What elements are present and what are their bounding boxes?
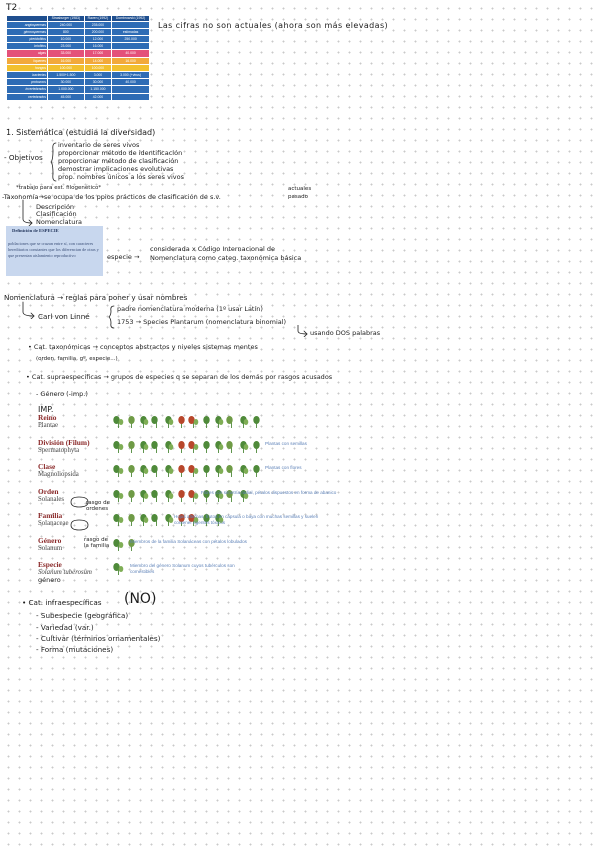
plant-icon: [188, 489, 199, 502]
table-cell: 250.000: [112, 36, 150, 43]
rank-example: Plantae: [38, 422, 59, 429]
plant-icon: [201, 415, 212, 428]
plant-icon: [201, 464, 212, 477]
plant-icon: [251, 440, 262, 453]
taxonomy-rank: [38, 537, 62, 553]
taxonomia-sub-item: Clasificación: [36, 210, 77, 218]
plant-icon: [213, 440, 224, 453]
plant-icon: [188, 415, 199, 428]
plant-icon: [213, 464, 224, 477]
pasado-note: pasado: [288, 194, 308, 200]
taxonomy-rank: [38, 439, 90, 455]
rank-description: Plantas con semillas: [265, 441, 307, 446]
table-cell: 23.000: [48, 43, 85, 50]
plant-icon: [126, 440, 137, 453]
nota-genero: rasgo de la familia: [84, 537, 110, 549]
plant-icon: [238, 415, 249, 428]
taxonomy-rank: [38, 463, 79, 479]
especie-label: especie →: [107, 253, 140, 261]
objetivos-label: - Objetivos: [4, 153, 43, 162]
objetivo-item: inventario de seres vivos: [58, 141, 140, 149]
table-cell: 3.000: [84, 72, 111, 79]
table-cell: 100.000: [48, 64, 85, 71]
plant-thumbnails: [113, 415, 262, 428]
imp-note: IMP.: [38, 405, 54, 414]
taxonomy-rank: [38, 488, 64, 504]
plant-icon: [138, 464, 149, 477]
table-cell: 14.000: [84, 57, 111, 64]
plant-icon: [163, 440, 174, 453]
plant-icon: [138, 489, 149, 502]
plant-icon: [238, 440, 249, 453]
table-row-label: líquenes: [7, 57, 48, 64]
table-row-label: algas: [7, 50, 48, 57]
objetivo-item: proporcionar método de clasificación: [58, 157, 179, 165]
table-cell: 33.000: [48, 50, 85, 57]
objetivo-item: demostrar implicaciones evolutivas: [58, 165, 174, 173]
objetivos-brace: [50, 142, 58, 182]
plant-icon: [138, 415, 149, 428]
table-cell: 100.000: [84, 64, 111, 71]
plant-icon: [126, 513, 137, 526]
plant-icon: [176, 464, 187, 477]
plant-icon: [163, 513, 174, 526]
table-row: [7, 50, 150, 57]
plant-icon: [226, 415, 237, 428]
table-cell: 40.000: [112, 50, 150, 57]
linne-fact: 1753 → Species Plantarum (nomenclatura binomial): [117, 318, 287, 326]
table-cell: 45.000: [48, 93, 85, 100]
table-cell: 12.000: [84, 36, 111, 43]
plant-icon: [188, 440, 199, 453]
plant-icon: [113, 538, 124, 551]
table-row-label: protozoos: [7, 79, 48, 86]
table-cell: [112, 86, 150, 93]
table-cell: 17.000: [84, 50, 111, 57]
rank-example: Magnoliopsida: [38, 471, 79, 478]
especie-desc: considerada x Código Internacional de: [150, 245, 276, 253]
table-cell: 16.000: [112, 57, 150, 64]
page-tag: T2: [6, 3, 18, 13]
table-cell: 1.000.000: [48, 86, 85, 93]
plant-icon: [113, 513, 124, 526]
table-row: [7, 21, 150, 28]
table-row: [7, 86, 150, 93]
table-row: [7, 36, 150, 43]
table-cell: 200.000: [84, 28, 111, 35]
objetivo-item: prop. nombres únicos a los seres vivos: [58, 173, 184, 181]
rank-example: Solanaceae: [38, 520, 69, 527]
plant-icon: [163, 415, 174, 428]
plant-icon: [126, 464, 137, 477]
plant-icon: [138, 513, 149, 526]
plant-icon: [213, 415, 224, 428]
cat-supraespecificas: • Cat. supraespecíficas → grupos de especies q se separan de los demás por rasgos acusados: [26, 373, 333, 381]
rank-example: Solanales: [38, 496, 65, 503]
table-row-label: angiospermas: [7, 21, 48, 28]
genero-note: - Género (-imp.): [36, 390, 88, 398]
table-header-cell: Raven (1992): [84, 16, 111, 22]
infra-item: - Subespecie (geográfica): [36, 611, 129, 620]
taxonomy-rank: [38, 414, 58, 430]
linne-fact: usando DOS palabras: [310, 329, 381, 337]
taxonomia-line: -Taxonomía→se ocupa de los ppios prácticos de clasificación de s.v.: [2, 193, 221, 201]
dos-palabras-arrow: [296, 325, 310, 337]
table-cell: 30.000: [48, 79, 85, 86]
heading-sistematica: 1. Sistemática (estudia la diversidad): [6, 128, 156, 137]
table-cell: [112, 93, 150, 100]
plant-icon: [151, 415, 162, 428]
plant-icon: [163, 489, 174, 502]
table-row: [7, 57, 150, 64]
species-count-table: [6, 15, 150, 101]
rank-description: Miembro del género Solanum cuyos tubérculos son comestibles: [130, 563, 235, 574]
plant-icon: [126, 415, 137, 428]
rank-example: Spermatophyta: [38, 447, 80, 454]
table-cell: 235.000: [84, 21, 111, 28]
plant-icon: [113, 562, 124, 575]
table-cell: 3.000 (+virus): [112, 72, 150, 79]
table-row: [7, 64, 150, 71]
linne-fact: padre nomenclatura moderna (1º usar Latín): [117, 305, 263, 313]
table-cell: 30.000: [84, 79, 111, 86]
plant-icon: [176, 415, 187, 428]
rank-name: Clase: [38, 462, 56, 471]
linne-arrow: [20, 301, 38, 319]
cifras-note: Las cifras no son actuales (ahora son más elevadas): [158, 21, 389, 30]
rank-description: Hojas alternas, frutos en cápsula o baya con muchas semillas y suelen contener agentes tóxicos: [174, 514, 319, 525]
plant-icon: [188, 464, 199, 477]
taxonomy-rank: [38, 561, 92, 577]
linne-name: Carl von Linné: [38, 312, 90, 321]
actuales-note: actuales: [288, 186, 312, 192]
taxonomy-rank: [38, 512, 69, 528]
definition-box: [6, 226, 103, 276]
table-cell: 800: [48, 28, 85, 35]
cat-infraespecificas: • Cat. infraespecíficas: [22, 598, 102, 607]
no-note: (NO): [124, 591, 157, 607]
table-header-cell: Strasburger (1983): [48, 16, 85, 22]
plant-icon: [176, 440, 187, 453]
plant-icon: [238, 464, 249, 477]
infra-item: - Forma (mutaciones): [36, 645, 114, 654]
cat-taxonomicas: • Cat. taxonómicas → conceptos abstractos y niveles sistemas mentes: [28, 343, 258, 351]
rank-name: Reino: [38, 413, 57, 422]
rank-name: Especie: [38, 560, 62, 569]
objetivo-item: proporcionar método de identificación: [58, 149, 183, 157]
table-cell: 40.000: [112, 79, 150, 86]
table-cell: 16.000: [48, 57, 85, 64]
cat-taxonomicas-examples: (orden, familia, gº, especie...): [36, 356, 118, 362]
table-cell: 42.000: [84, 93, 111, 100]
table-row-label: vertebrados: [7, 93, 48, 100]
table-cell: 1.500+1.500: [48, 72, 85, 79]
plant-icon: [251, 415, 262, 428]
plant-icon: [201, 440, 212, 453]
table-row-label: hongos: [7, 64, 48, 71]
table-cell: estimadas: [112, 28, 150, 35]
table-header-cell: Dombrowski (1992): [112, 16, 150, 22]
linne-brace: [108, 305, 116, 329]
definition-text: poblaciones que se cruzan entre sí, con caracteres hereditarios constantes que los diferencian de otras y que presentan aislamiento reproductivo: [8, 241, 99, 258]
plant-icon: [226, 440, 237, 453]
table-row: [7, 72, 150, 79]
plant-thumbnails: [113, 440, 262, 453]
plant-icon: [151, 513, 162, 526]
plant-icon: [251, 464, 262, 477]
rank-example: Solanum tuberosum: [38, 569, 92, 576]
especie-desc: Nomenclatura como categ. taxonómica básica: [150, 254, 302, 262]
rank-example: Solanum: [38, 545, 63, 552]
plant-icon: [151, 489, 162, 502]
taxonomia-small-note: *trabajo para est. filogenético*: [16, 185, 102, 191]
plant-icon: [126, 489, 137, 502]
table-row: [7, 79, 150, 86]
table-row-label: bacterias: [7, 72, 48, 79]
table-cell: 16.000: [84, 43, 111, 50]
plant-thumbnails: [113, 562, 124, 575]
table-row: [7, 43, 150, 50]
familia-circle: [68, 519, 90, 531]
table-cell: [112, 43, 150, 50]
plant-icon: [226, 464, 237, 477]
table-row-label: invertebrados: [7, 86, 48, 93]
plant-icon: [151, 440, 162, 453]
plant-icon: [113, 464, 124, 477]
definition-title: Definición de ESPECIE: [12, 228, 59, 233]
table-cell: 1.150.000: [84, 86, 111, 93]
table-cell: [112, 64, 150, 71]
table-row: [7, 28, 150, 35]
table-row-label: gimnospermas: [7, 28, 48, 35]
taxonomia-sub-item: Nomenclatura: [36, 218, 82, 226]
infra-item: - Cultivar (términos ornamentales): [36, 634, 161, 643]
plant-thumbnails: [113, 464, 262, 477]
plant-icon: [138, 440, 149, 453]
plant-icon: [113, 489, 124, 502]
rank-description: Flores con simetría radial, pétalos dispuestos en forma de abanico: [201, 490, 337, 495]
nomenclatura-line: Nomenclatura → reglas para poner y usar nombres: [4, 293, 188, 302]
rank-description: Plantas con flores: [265, 465, 302, 470]
rank-name: Orden: [38, 487, 59, 496]
table-cell: [112, 21, 150, 28]
table-row: [7, 93, 150, 100]
plant-icon: [151, 464, 162, 477]
genero-underline-note: género: [38, 576, 61, 584]
table-row-label: briofitos: [7, 43, 48, 50]
plant-icon: [163, 464, 174, 477]
table-cell: 240.000: [48, 21, 85, 28]
rank-name: División (Filum): [38, 438, 90, 447]
plant-icon: [176, 489, 187, 502]
taxonomia-sub-item: Descripción: [36, 203, 75, 211]
table-body: [7, 21, 150, 100]
table-cell: 10.000: [48, 36, 85, 43]
table-row-label: pteridofitos: [7, 36, 48, 43]
plant-icon: [113, 415, 124, 428]
rank-name: Género: [38, 536, 62, 545]
rank-name: Familia: [38, 511, 63, 520]
infra-item: - Variedad (var.): [36, 623, 94, 632]
nota-orden: rasgo de ordenes: [86, 500, 110, 512]
taxonomia-arrow: [20, 199, 36, 227]
plant-icon: [113, 440, 124, 453]
rank-description: Miembros de la familia Solanáceas con pétalos lobulados: [130, 539, 247, 544]
